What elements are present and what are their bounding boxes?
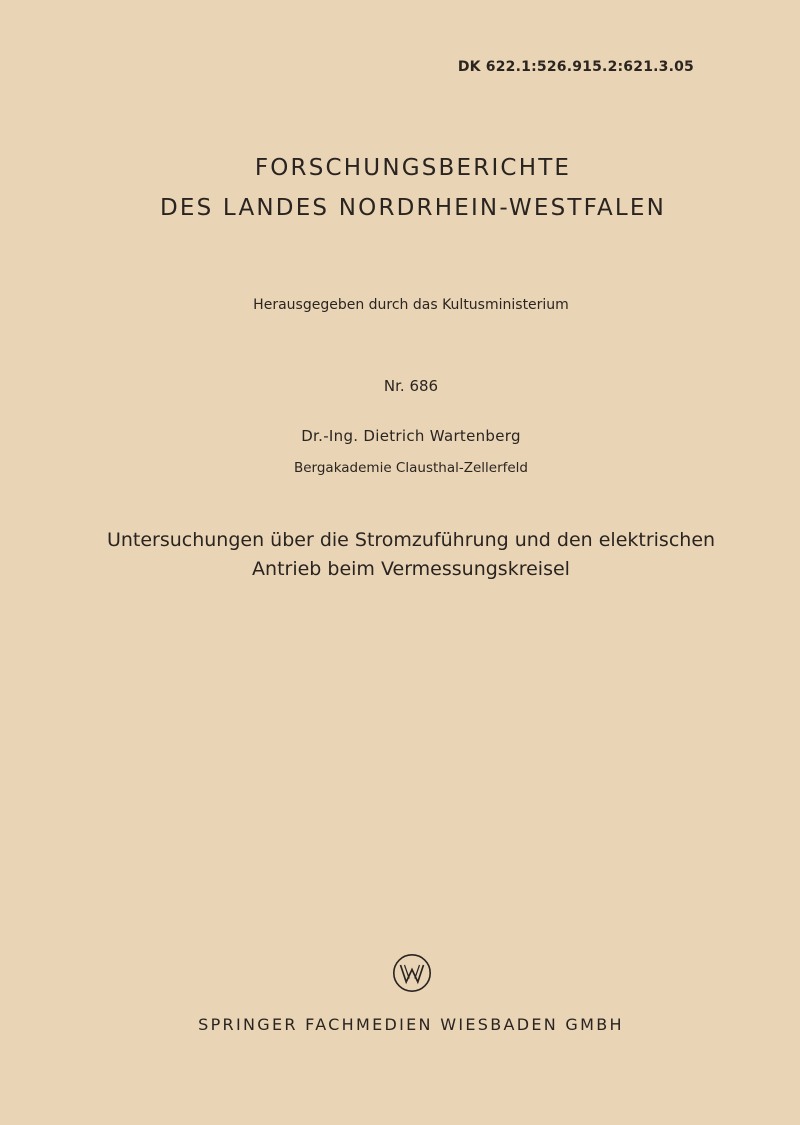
series-title-line-1: FORSCHUNGSBERICHTE xyxy=(254,155,572,181)
author-institution: Bergakademie Clausthal-Zellerfeld xyxy=(293,460,529,476)
publisher-logo-icon xyxy=(392,953,432,993)
report-title xyxy=(0,526,800,584)
publisher-name: SPRINGER FACHMEDIEN WIESBADEN GMBH xyxy=(198,1015,624,1034)
series-title xyxy=(0,148,800,228)
classification-code: DK 622.1:526.915.2:621.3.05 xyxy=(457,59,694,75)
report-title-line-2: Antrieb beim Vermessungskreisel xyxy=(252,558,570,580)
report-title-line-1: Untersuchungen über die Stromzuführung und den elektrischen xyxy=(106,529,716,551)
report-number: Nr. 686 xyxy=(383,377,439,395)
editor-note: Herausgegeben durch das Kultusministerium xyxy=(253,297,569,313)
series-title-line-2: DES LANDES NORDRHEIN-WESTFALEN xyxy=(159,195,667,221)
author-name: Dr.-Ing. Dietrich Wartenberg xyxy=(301,427,521,445)
